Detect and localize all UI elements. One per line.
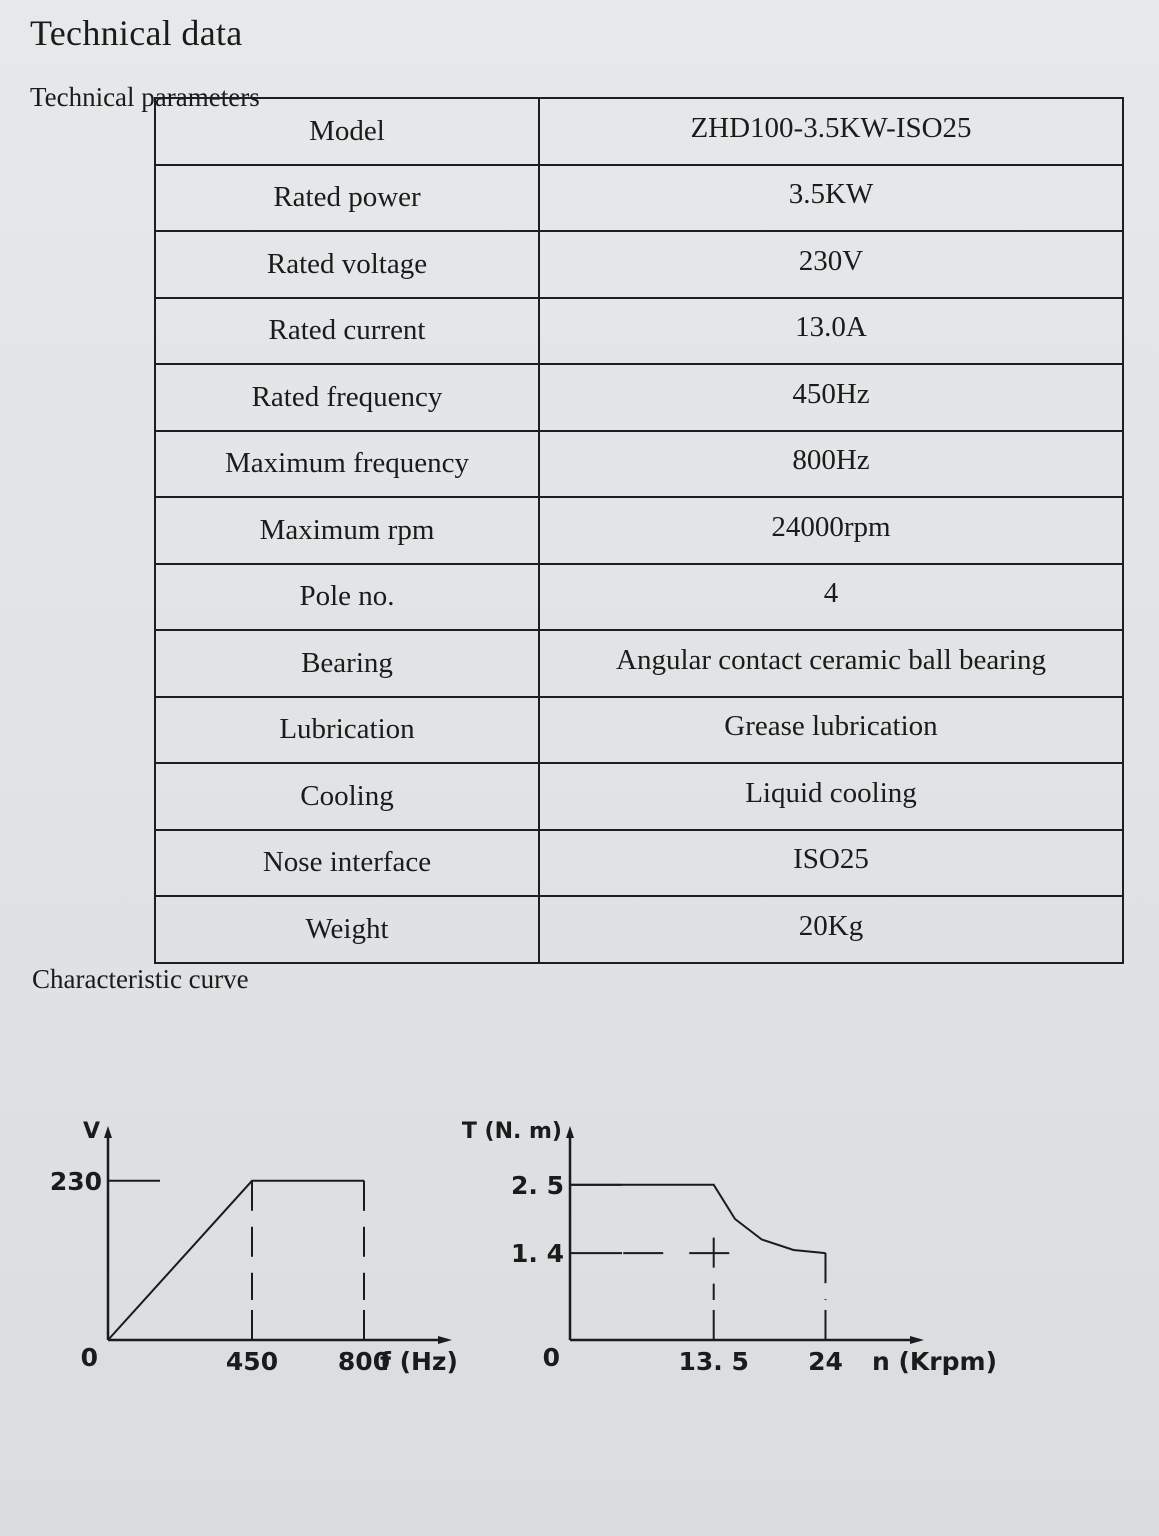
torque-speed-chart bbox=[460, 1060, 1020, 1420]
x-tick-label: 24 bbox=[808, 1347, 843, 1376]
section-title-characteristic-curve: Characteristic curve bbox=[32, 964, 249, 994]
table-row bbox=[155, 298, 1123, 365]
parameter-name-cell: Maximum rpm bbox=[155, 497, 539, 564]
parameter-value-cell: Liquid cooling bbox=[539, 763, 1123, 830]
parameter-name-cell: Pole no. bbox=[155, 564, 539, 631]
parameter-value-cell: 450Hz bbox=[539, 364, 1123, 431]
voltage-frequency-chart bbox=[0, 1060, 520, 1420]
parameter-name-cell: Bearing bbox=[155, 630, 539, 697]
y-tick-label: 2. 5 bbox=[511, 1170, 564, 1200]
parameter-name-cell: Lubrication bbox=[155, 697, 539, 764]
section-title-technical-parameters: Technical parameters bbox=[30, 82, 260, 112]
table-row bbox=[155, 564, 1123, 631]
table-row bbox=[155, 231, 1123, 298]
parameter-value-cell: 230V bbox=[539, 231, 1123, 298]
parameter-value-cell: 13.0A bbox=[539, 298, 1123, 365]
table-row bbox=[155, 98, 1123, 165]
table-body bbox=[155, 98, 1123, 963]
table-row bbox=[155, 697, 1123, 764]
parameter-value-cell: Angular contact ceramic ball bearing bbox=[539, 630, 1123, 697]
table-row bbox=[155, 165, 1123, 232]
parameter-name-cell: Model bbox=[155, 98, 539, 165]
table-row bbox=[155, 896, 1123, 963]
table-row bbox=[155, 431, 1123, 498]
series-line bbox=[570, 1185, 826, 1253]
parameter-value-cell: ZHD100-3.5KW-ISO25 bbox=[539, 98, 1123, 165]
parameter-name-cell: Nose interface bbox=[155, 830, 539, 897]
parameter-name-cell: Rated frequency bbox=[155, 364, 539, 431]
parameter-value-cell: 4 bbox=[539, 564, 1123, 631]
table-row bbox=[155, 364, 1123, 431]
x-tick-label: 450 bbox=[225, 1347, 279, 1376]
y-tick-label: 230 bbox=[49, 1166, 102, 1196]
technical-parameters-table bbox=[154, 97, 1124, 964]
x-axis-arrow bbox=[438, 1336, 452, 1344]
y-axis-arrow bbox=[104, 1126, 112, 1138]
origin-label: 0 bbox=[542, 1343, 560, 1372]
parameter-value-cell: 800Hz bbox=[539, 431, 1123, 498]
y-axis-label: T (N. m) bbox=[461, 1119, 562, 1144]
origin-label: 0 bbox=[80, 1343, 98, 1372]
y-tick-label: 1. 4 bbox=[511, 1239, 564, 1269]
y-axis-arrow bbox=[566, 1126, 574, 1138]
parameter-name-cell: Rated power bbox=[155, 165, 539, 232]
parameter-value-cell: 3.5KW bbox=[539, 165, 1123, 232]
table-row bbox=[155, 830, 1123, 897]
parameter-name-cell: Cooling bbox=[155, 763, 539, 830]
table-row bbox=[155, 763, 1123, 830]
table-row bbox=[155, 630, 1123, 697]
y-axis-label: V bbox=[82, 1119, 100, 1144]
x-tick-label: 13. 5 bbox=[678, 1347, 749, 1376]
table-row bbox=[155, 497, 1123, 564]
x-axis-label: n (Krpm) bbox=[872, 1347, 997, 1376]
parameter-name-cell: Rated voltage bbox=[155, 231, 539, 298]
parameter-name-cell: Weight bbox=[155, 896, 539, 963]
parameter-value-cell: 24000rpm bbox=[539, 497, 1123, 564]
parameter-name-cell: Maximum frequency bbox=[155, 431, 539, 498]
x-axis-arrow bbox=[910, 1336, 924, 1344]
parameter-name-cell: Rated current bbox=[155, 298, 539, 365]
parameter-value-cell: ISO25 bbox=[539, 830, 1123, 897]
x-axis-label: f (Hz) bbox=[380, 1347, 458, 1376]
parameter-value-cell: 20Kg bbox=[539, 896, 1123, 963]
page-title: Technical data bbox=[30, 13, 243, 53]
parameter-value-cell: Grease lubrication bbox=[539, 697, 1123, 764]
series-line bbox=[108, 1181, 364, 1340]
x-tick-label: 800 bbox=[337, 1347, 391, 1376]
